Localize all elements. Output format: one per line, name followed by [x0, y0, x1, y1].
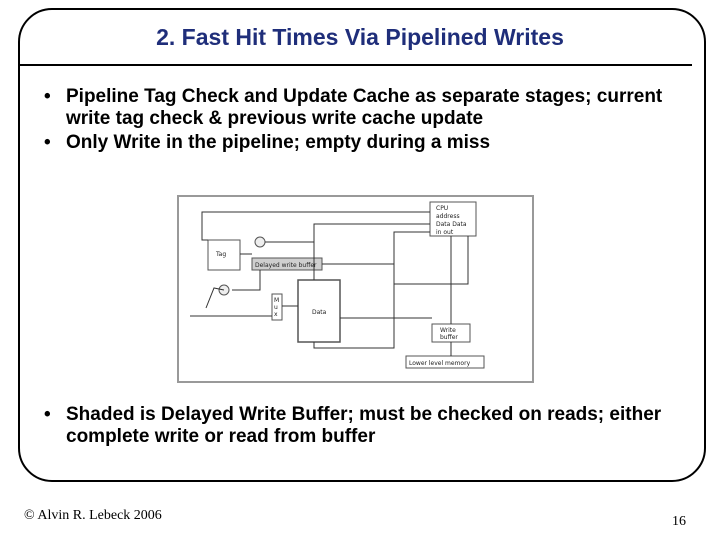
comparator-top [255, 237, 265, 247]
slide-title: 2. Fast Hit Times Via Pipelined Writes [156, 24, 564, 50]
page-number: 16 [672, 514, 686, 529]
bullet-item: • Pipeline Tag Check and Update Cache as separate stages; current write tag check & previous write cache update [44, 86, 684, 130]
bullet-list-top [44, 86, 684, 156]
data-label: Data [312, 309, 327, 316]
delayed-write-buffer-label: Delayed write buffer [255, 262, 317, 269]
cpu-data-label: Data Data [436, 221, 467, 228]
cpu-address-label: address [436, 213, 460, 220]
cpu-inout-label: in out [436, 229, 454, 236]
bullet-list-bottom [44, 404, 684, 450]
bullet-item: • Only Write in the pipeline; empty during a miss [44, 132, 684, 154]
mux-label-m: M [274, 297, 280, 304]
mux-label-x: x [274, 311, 278, 318]
tag-label: Tag [216, 251, 227, 258]
lower-level-memory-label: Lower level memory [409, 360, 471, 367]
copyright-footer: © Alvin R. Lebeck 2006 [24, 508, 162, 523]
bullet-item: • Shaded is Delayed Write Buffer; must be checked on reads; either complete write or read from buffer [44, 404, 684, 448]
write-buffer-label-2: buffer [440, 334, 458, 341]
pipelined-write-diagram [150, 188, 540, 388]
cpu-label: CPU [436, 205, 449, 212]
title-divider [20, 64, 692, 66]
mux-label-u: u [274, 304, 278, 311]
write-buffer-label-1: Write [440, 327, 456, 334]
